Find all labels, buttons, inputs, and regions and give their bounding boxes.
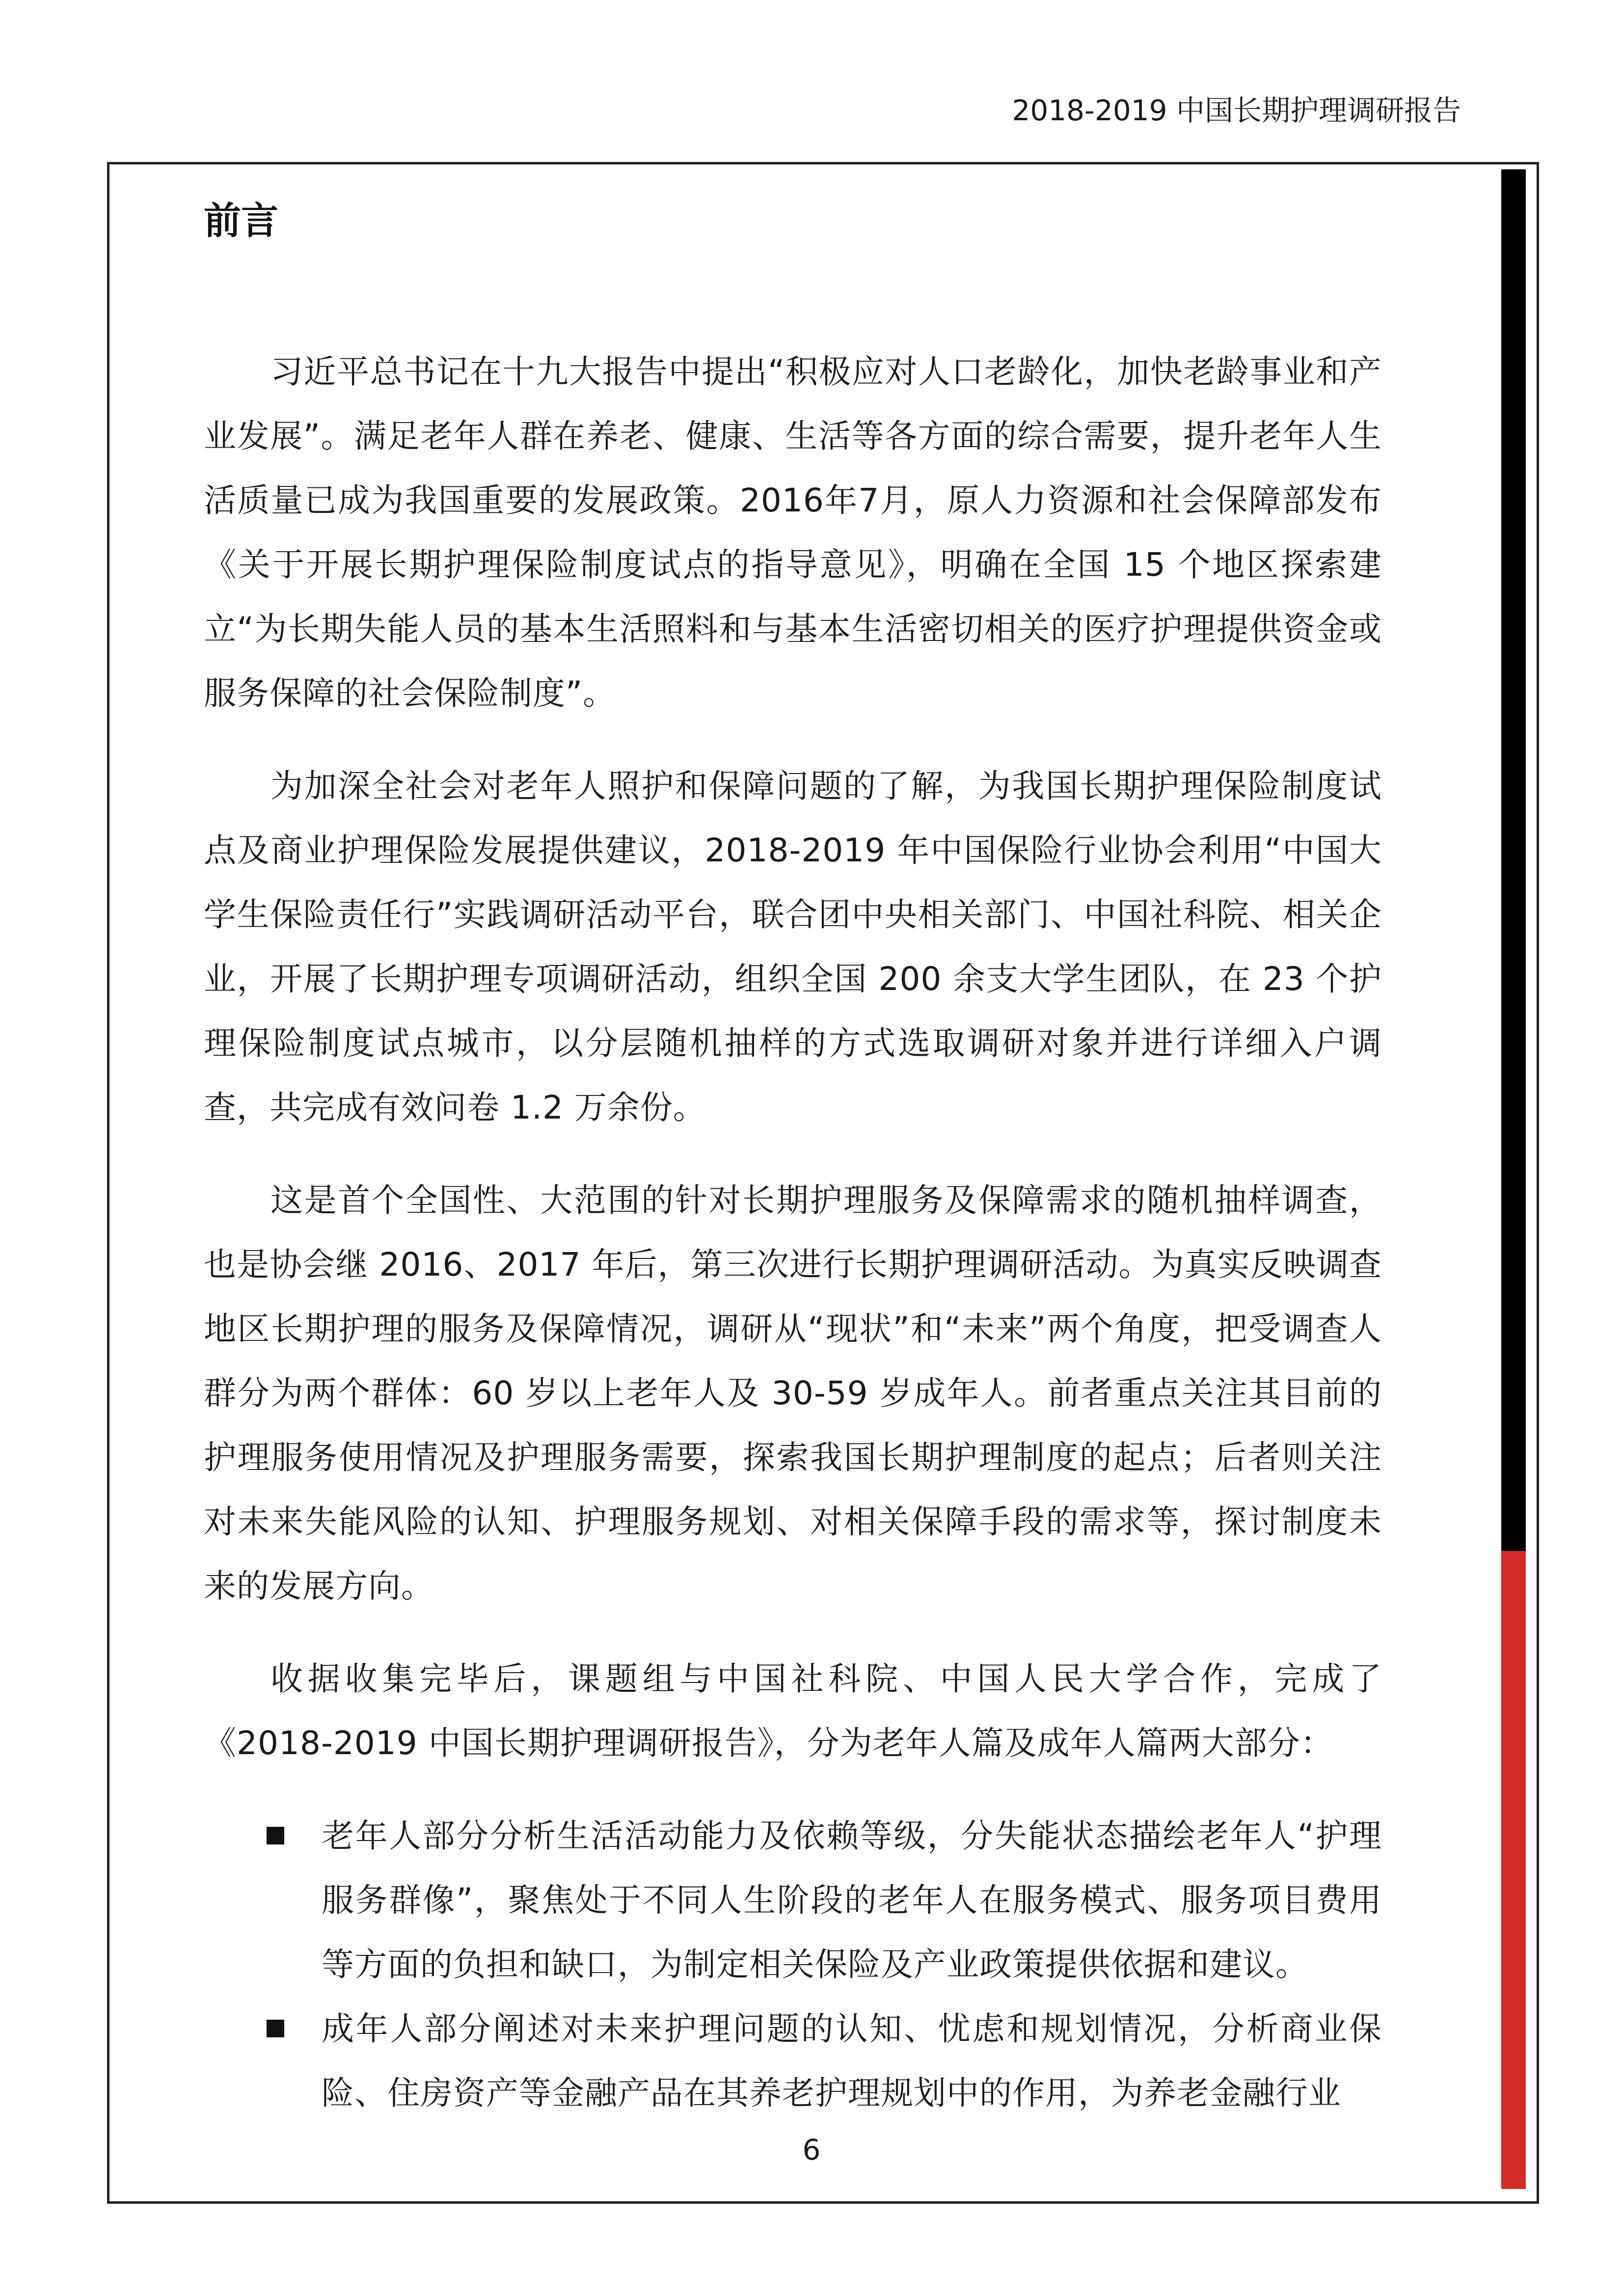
bullet-text: 老年人部分分析生活活动能力及依赖等级，分失能状态描绘老年人“护理服务群像”，聚焦处于不同人生阶段的老年人在服务模式、服务项目费用等方面的负担和缺口，为制定相关保险及产业政策提供依据和建议。 xyxy=(322,1817,1382,1983)
page-number: 6 xyxy=(802,2133,821,2166)
side-accent-bar-red xyxy=(1501,1551,1526,2189)
square-bullet-icon xyxy=(267,1827,284,1844)
bullet-item-adult xyxy=(204,1997,1382,2125)
section-title: 前言 xyxy=(204,199,278,242)
main-content xyxy=(204,196,1382,2125)
bullet-item-elderly xyxy=(204,1804,1382,1997)
running-header: 2018-2019 中国长期护理调研报告 xyxy=(1012,94,1461,127)
paragraph-3: 这是首个全国性、大范围的针对长期护理服务及保障需求的随机抽样调查，也是协会继 2016、2017 年后，第三次进行长期护理调研活动。为真实反映调查地区长期护理的服务及保障情况，调研从“现状”和“未来”两个角度，把受调查人群分为两个群体：60 岁以上老年人及 30-59 岁成年人。前者重点关注其目前的护理服务使用情况及护理服务需要，探索我国长期护理制度的起点；后者则关注对未来失能风险的认知、护理服务规划、对相关保障手段的需求等，探讨制度未来的发展方向。 xyxy=(204,1181,1382,1605)
bullet-text: 成年人部分阐述对未来护理问题的认知、忧虑和规划情况，分析商业保险、住房资产等金融产品在其养老护理规划中的作用，为养老金融行业 xyxy=(322,2010,1382,2112)
summary-bullet-list xyxy=(204,1804,1382,2125)
square-bullet-icon xyxy=(267,2020,284,2037)
paragraph-1: 习近平总书记在十九大报告中提出“积极应对人口老龄化，加快老龄事业和产业发展”。满足老年人群在养老、健康、生活等各方面的综合需要，提升老年人生活质量已成为我国重要的发展政策。2016年7月，原人力资源和社会保障部发布《关于开展长期护理保险制度试点的指导意见》，明确在全国 15 个地区探索建立“为长期失能人员的基本生活照料和与基本生活密切相关的医疗护理提供资金或服务保障的社会保险制度”。 xyxy=(204,353,1382,712)
paragraph-4: 收据收集完毕后，课题组与中国社科院、中国人民大学合作，完成了《2018-2019 中国长期护理调研报告》，分为老年人篇及成年人篇两大部分： xyxy=(204,1660,1382,1762)
side-accent-bar-black xyxy=(1501,169,1526,1593)
paragraph-2: 为加深全社会对老年人照护和保障问题的了解，为我国长期护理保险制度试点及商业护理保险发展提供建议，2018-2019 年中国保险行业协会利用“中国大学生保险责任行”实践调研活动平台，联合团中央相关部门、中国社科院、相关企业，开展了长期护理专项调研活动，组织全国 200 余支大学生团队，在 23 个护理保险制度试点城市，以分层随机抽样的方式选取调研对象并进行详细入户调查，共完成有效问卷 1.2 万余份。 xyxy=(204,767,1382,1126)
